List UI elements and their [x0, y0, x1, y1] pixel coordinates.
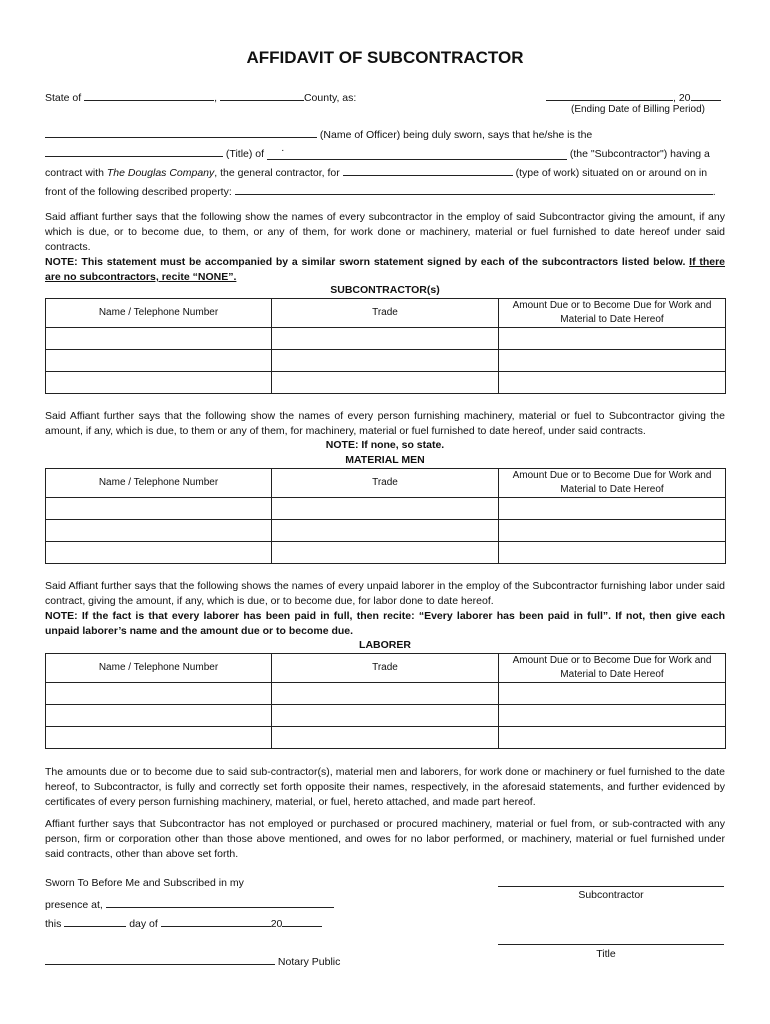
work-label: (type of work) situated on or around on in [515, 167, 708, 179]
name-cell[interactable] [46, 498, 272, 520]
section1-text: Said affiant further says that the following show the names of every subcontractor in the employ of said Subcontractor giving the amount, if any which is due, or to become due, to them, or any of them, for work done or machinery, material or fuel furnished to date hereof under said contracts. [45, 211, 725, 253]
name-cell[interactable] [46, 727, 272, 749]
month-field[interactable] [161, 915, 271, 927]
amount-cell[interactable] [499, 350, 726, 372]
presence-field[interactable] [106, 896, 334, 908]
officer-name-field[interactable] [45, 126, 317, 138]
laborer-paragraph [45, 579, 725, 639]
name-cell[interactable] [46, 350, 272, 372]
county-label: County, as: [303, 92, 357, 104]
section3-text: Said Affiant further says that the following shows the names of every unpaid laborer in the employ of the Subcontractor furnishing labor under said contract, giving the amount, if any, which is due, or to become due, for labor done to date hereof. [45, 580, 725, 607]
subcontractor-table-title: SUBCONTRACTOR(s) [330, 284, 440, 296]
material-men-table [45, 468, 726, 564]
subcontractor-signature-label: Subcontractor [578, 889, 644, 901]
section3-note: NOTE: If the fact is that every laborer has been paid in full, then recite: “Every laborer has been paid in full”. If not, then give each unpaid laborer’s name and the amount due or to become due. [45, 610, 725, 637]
state-field[interactable] [84, 89, 214, 101]
venue-line [45, 89, 356, 104]
section1-note-underlined: If there are no subcontractors, recite “NONE”. [45, 256, 726, 283]
trade-cell[interactable] [272, 683, 499, 705]
material-men-note: NOTE: If none, so state. [325, 439, 445, 451]
laborer-table-title: LABORER [359, 639, 411, 651]
title-label: (Title) of [225, 148, 265, 160]
company-name: The Douglas Company [106, 167, 215, 179]
section1-note: NOTE: This statement must be accompanied by a similar sworn statement signed by each of the subcontractors listed below. [45, 256, 686, 268]
material-men-paragraph: Said Affiant further says that the following show the names of every person furnishing machinery, material or fuel to Subcontractor giving the amount, if any, which is due, to them or any of them, for machinery, material or fuel furnished to date hereof, under said contracts. [45, 410, 725, 437]
property-line [45, 183, 716, 198]
trade-cell[interactable] [272, 498, 499, 520]
contract-line [45, 164, 707, 179]
subcontractor-paragraph [45, 210, 725, 285]
table-row [46, 520, 726, 542]
table-row [46, 705, 726, 727]
col-trade-header: Trade [272, 299, 499, 328]
table-row [46, 542, 726, 564]
col-amount-header: Amount Due or to Become Due for Work and Material to Date Hereof [499, 654, 726, 683]
property-field[interactable] [235, 183, 713, 195]
amount-cell[interactable] [499, 520, 726, 542]
officer-title-field[interactable] [45, 145, 223, 157]
officer-name-label: (Name of Officer) being duly sworn, says that he/she is the [319, 129, 593, 141]
name-cell[interactable] [46, 542, 272, 564]
state-label: State of [45, 92, 82, 104]
year-field[interactable] [282, 915, 322, 927]
presence-line [45, 896, 334, 911]
title-line [45, 145, 710, 160]
col-trade-header: Trade [272, 654, 499, 683]
trade-cell[interactable] [272, 328, 499, 350]
subcontractor-name-field[interactable] [267, 144, 567, 160]
property-label: front of the following described property: [45, 186, 232, 198]
closing-paragraph-1: The amounts due or to become due to said sub-contractor(s), material men and laborers, for work done or machinery or fuel furnished to the date hereof, to Subcontractor, is fully and correctly set forth opposite their names, respectively, in the aforesaid statements, and further evidenced by certificates of every person furnishing machinery, material, or fuel, hereto attached, and made part hereof. [45, 766, 725, 808]
material-men-table-title: MATERIAL MEN [345, 454, 425, 466]
subcontractor-signature-line[interactable] [498, 886, 724, 887]
trade-cell[interactable] [272, 727, 499, 749]
col-name-header: Name / Telephone Number [46, 469, 272, 498]
amount-cell[interactable] [499, 372, 726, 394]
notary-signature-field[interactable] [45, 953, 275, 965]
presence-label: presence at, [45, 899, 103, 911]
name-cell[interactable] [46, 328, 272, 350]
name-cell[interactable] [46, 520, 272, 542]
closing-paragraph-2: Affiant further says that Subcontractor has not employed or purchased or procured machinery, material or fuel from, or sub-contracted with any person, firm or corporation other than those above mentioned, and owes for no labor performed, or machinery, material or fuel furnished under said contracts, other than above set forth. [45, 818, 725, 860]
billing-date-field[interactable] [546, 89, 673, 101]
year-prefix: , 20 [673, 92, 691, 104]
col-amount-header: Amount Due or to Become Due for Work and Material to Date Hereof [499, 299, 726, 328]
subcontractor-table [45, 298, 726, 394]
col-name-header: Name / Telephone Number [46, 299, 272, 328]
period: . [712, 186, 716, 198]
trade-cell[interactable] [272, 542, 499, 564]
trade-cell[interactable] [272, 705, 499, 727]
comma: , [214, 92, 218, 104]
title-signature-label: Title [596, 948, 616, 960]
notary-label: Notary Public [277, 956, 341, 968]
amount-cell[interactable] [499, 727, 726, 749]
table-row [46, 328, 726, 350]
year-label: 20 [270, 918, 283, 930]
table-row [46, 727, 726, 749]
page-title: AFFIDAVIT OF SUBCONTRACTOR [246, 48, 524, 67]
dot-mark: · [280, 144, 285, 156]
sworn-text: Sworn To Before Me and Subscribed in my [45, 877, 244, 889]
trade-cell[interactable] [272, 350, 499, 372]
laborer-table [45, 653, 726, 749]
title-signature-line[interactable] [498, 944, 724, 945]
name-cell[interactable] [46, 372, 272, 394]
billing-year-field[interactable] [691, 89, 721, 101]
notary-line [45, 953, 340, 968]
table-row [46, 372, 726, 394]
day-field[interactable] [64, 915, 126, 927]
date-line [546, 89, 721, 104]
date-sworn-line [45, 915, 322, 930]
col-amount-header: Amount Due or to Become Due for Work and Material to Date Hereof [499, 469, 726, 498]
name-cell[interactable] [46, 705, 272, 727]
subcontractor-label: (the "Subcontractor") having a [569, 148, 710, 160]
amount-cell[interactable] [499, 683, 726, 705]
billing-note: (Ending Date of Billing Period) [571, 104, 705, 115]
county-field[interactable] [220, 89, 304, 101]
type-of-work-field[interactable] [343, 164, 513, 176]
amount-cell[interactable] [499, 542, 726, 564]
amount-cell[interactable] [499, 705, 726, 727]
col-name-header: Name / Telephone Number [46, 654, 272, 683]
day-of-label: day of [129, 918, 158, 930]
amount-cell[interactable] [499, 498, 726, 520]
trade-cell[interactable] [272, 520, 499, 542]
table-row [46, 683, 726, 705]
name-cell[interactable] [46, 683, 272, 705]
table-row [46, 498, 726, 520]
amount-cell[interactable] [499, 328, 726, 350]
trade-cell[interactable] [272, 372, 499, 394]
contract-mid: , the general contractor, for [214, 167, 340, 179]
col-trade-header: Trade [272, 469, 499, 498]
this-label: this [45, 918, 62, 930]
officer-line [45, 126, 592, 141]
contract-prefix: contract with [45, 167, 104, 179]
table-row [46, 350, 726, 372]
